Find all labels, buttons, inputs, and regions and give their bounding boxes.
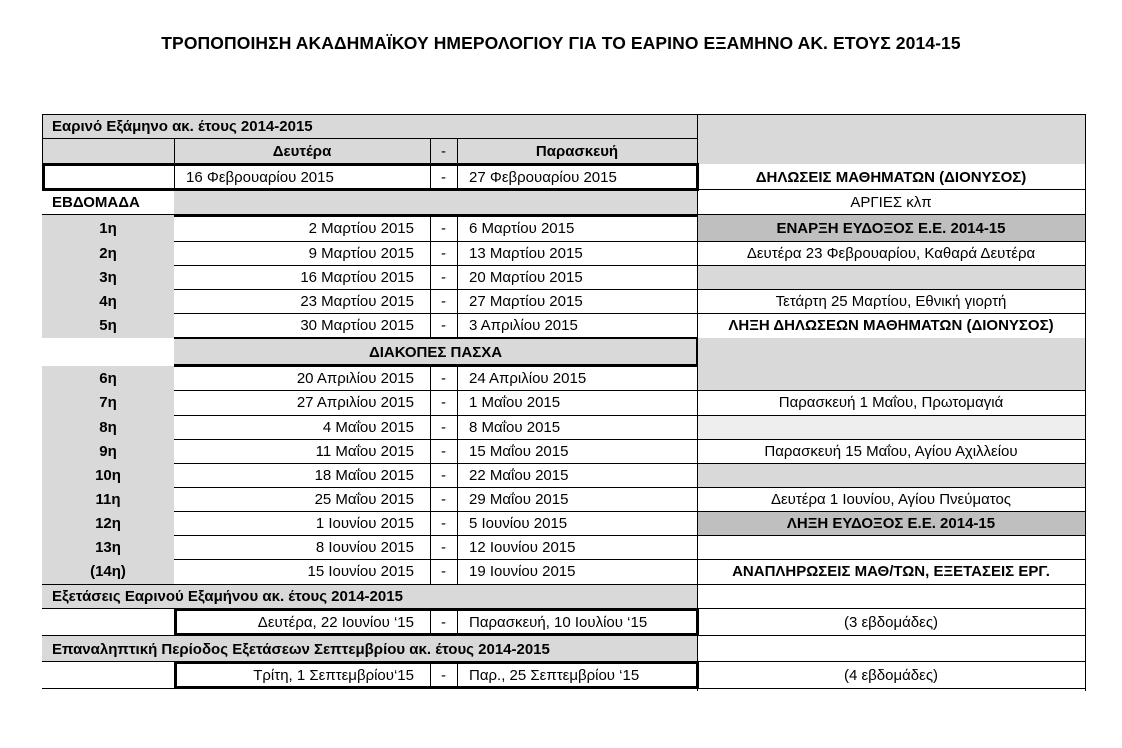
week-end: 3 Απριλίου 2015 [469, 317, 578, 334]
exams-end: Παρασκευή, 10 Ιουλίου ‘15 [469, 614, 648, 631]
week-label: 11η [42, 487, 174, 511]
col-monday: Δευτέρα [174, 138, 430, 164]
grid-line [697, 415, 1085, 416]
grid-line [174, 415, 697, 416]
grid-line [697, 559, 1085, 560]
september-blank-left [42, 662, 174, 689]
grid-line [430, 366, 431, 584]
grid-line [457, 164, 458, 190]
grid-line [174, 661, 697, 664]
easter-blank-left [42, 338, 174, 366]
week-label: 5η [42, 313, 174, 338]
grid-line [174, 364, 697, 367]
week-start: 8 Ιουνίου 2015 [315, 538, 414, 556]
week-note [697, 415, 1085, 439]
grid-line [697, 535, 1085, 536]
grid-line [42, 635, 174, 636]
week-label: 10η [42, 463, 174, 487]
week-dash: - [441, 490, 446, 508]
grid-line [457, 662, 458, 688]
grid-line [174, 661, 177, 689]
grid-line [174, 463, 697, 464]
grid-line [697, 214, 1085, 215]
week-start: 4 Μαΐου 2015 [322, 418, 414, 436]
easter-break: ΔΙΑΚΟΠΕΣ ΠΑΣΧΑ [174, 338, 697, 366]
grid-line [42, 188, 697, 191]
week-note: Παρασκευή 1 Μαΐου, Πρωτομαγιά [778, 394, 1004, 411]
week-start: 27 Απριλίου 2015 [296, 394, 414, 411]
week-note: ΕΝΑΡΞΗ ΕΥΔΟΞΟΣ Ε.Ε. 2014-15 [697, 215, 1085, 241]
week-start: 9 Μαρτίου 2015 [308, 244, 414, 262]
grid-line [1085, 661, 1086, 689]
week-note: Δευτέρα 1 Ιουνίου, Αγίου Πνεύματος [770, 490, 1012, 508]
week-note [697, 265, 1085, 289]
easter-note-blank [697, 338, 1085, 390]
exams-blank-left [42, 609, 174, 636]
week-end: 1 Μαΐου 2015 [469, 394, 561, 411]
grid-line [457, 138, 458, 164]
col-friday: Παρασκευή [457, 138, 697, 164]
right-header-blank [697, 115, 1085, 164]
week-dash: - [441, 317, 446, 334]
grid-line [697, 463, 1085, 464]
week-note: Τετάρτη 25 Μαρτίου, Εθνική γιορτή [775, 292, 1007, 310]
week-end: 27 Μαρτίου 2015 [469, 292, 583, 310]
week-label: 3η [42, 265, 174, 289]
week-header: ΕΒΔΟΜΑΔΑ [52, 194, 140, 211]
grid-line [174, 337, 697, 339]
grid-line [457, 609, 458, 635]
grid-line [430, 662, 431, 688]
grid-line [697, 661, 698, 689]
grid-line [430, 609, 431, 635]
september-right-blank [697, 636, 1085, 662]
week-note: ΛΗΞΗ ΔΗΛΩΣΕΩΝ ΜΑΘΗΜΑΤΩΝ (ΔΙΟΝΥΣΟΣ) [728, 317, 1054, 334]
grid-line [42, 163, 697, 166]
grid-line [1085, 114, 1086, 691]
week-note: ΑΝΑΠΛΗΡΩΣΕΙΣ ΜΑΘ/ΤΩΝ, ΕΞΕΤΑΣΕΙΣ ΕΡΓ. [732, 563, 1050, 580]
col-blank [42, 138, 174, 164]
week-dash: - [441, 418, 446, 436]
september-dash: - [441, 667, 446, 684]
registration-note: ΔΗΛΩΣΕΙΣ ΜΑΘΗΜΑΤΩΝ (ΔΙΟΝΥΣΟΣ) [755, 168, 1027, 186]
week-start: 15 Ιουνίου 2015 [307, 563, 414, 580]
grid-line [174, 164, 175, 190]
grid-line [174, 487, 697, 488]
week-end: 6 Μαρτίου 2015 [469, 219, 575, 237]
week-dash: - [441, 268, 446, 286]
grid-line [697, 635, 1085, 636]
week-note [697, 463, 1085, 487]
week-note: Παρασκευή 15 Μαΐου, Αγίου Αχιλλείου [764, 442, 1018, 460]
grid-line [42, 584, 1085, 585]
week-label: 6η [42, 366, 174, 390]
grid-line [174, 313, 1085, 314]
week-end: 8 Μαΐου 2015 [469, 418, 561, 436]
week-label: 7η [42, 390, 174, 415]
grid-line [696, 337, 698, 366]
holidays-header: ΑΡΓΙΕΣ κλπ [850, 194, 932, 211]
exams-header: Εξετάσεις Εαρινού Εξαμήνου ακ. έτους 2014-2015 [42, 584, 697, 609]
page-title: ΤΡΟΠΟΠΟΙΗΣΗ ΑΚΑΔΗΜΑΪΚΟΥ ΗΜΕΡΟΛΟΓΙΟΥ ΓΙΑ ΤΟ ΕΑΡΙΝΟ ΕΞΑΜΗΝΟ ΑΚ. ΕΤΟΥΣ 2014-15 [161, 33, 961, 53]
week-dash: - [441, 563, 446, 580]
week-start: 30 Μαρτίου 2015 [300, 317, 414, 334]
grid-line [174, 559, 697, 560]
exams-right-blank [697, 584, 1085, 609]
grid-line [174, 686, 697, 689]
september-end: Παρ., 25 Σεπτεμβρίου ‘15 [469, 667, 640, 684]
week-label: 13η [42, 535, 174, 559]
grid-line [42, 163, 45, 191]
grid-line [174, 511, 697, 512]
week-dash: - [441, 514, 446, 532]
grid-line [174, 439, 697, 440]
week-label: 1η [42, 215, 174, 241]
week-label: 8η [42, 415, 174, 439]
exams-dash: - [441, 614, 446, 631]
grid-line [174, 289, 1085, 290]
registration-dash: - [441, 168, 446, 186]
grid-line [174, 390, 697, 391]
grid-line [174, 633, 697, 636]
week-dash: - [441, 538, 446, 556]
week-end: 29 Μαΐου 2015 [469, 490, 569, 508]
grid-line [697, 688, 1085, 689]
week-end: 22 Μαΐου 2015 [469, 466, 569, 484]
registration-start: 16 Φεβρουαρίου 2015 [186, 168, 334, 186]
grid-line [697, 487, 1085, 488]
col-dash: - [430, 138, 457, 164]
week-end: 24 Απριλίου 2015 [469, 369, 587, 387]
week-start: 25 Μαΐου 2015 [314, 490, 414, 508]
grid-line [697, 439, 1085, 440]
week-start: 18 Μαΐου 2015 [314, 466, 414, 484]
week-label: 9η [42, 439, 174, 463]
week-start: 20 Απριλίου 2015 [296, 369, 414, 387]
week-dash: - [441, 466, 446, 484]
week-start: 11 Μαΐου 2015 [315, 442, 414, 460]
september-note: (4 εβδομάδες) [843, 667, 939, 684]
week-start: 2 Μαρτίου 2015 [308, 219, 414, 237]
week-label: 12η [42, 511, 174, 535]
grid-line [697, 511, 1085, 512]
week-dash: - [441, 219, 446, 237]
grid-line [174, 241, 1085, 242]
grid-line [42, 114, 43, 164]
grid-line [430, 164, 431, 190]
september-start: Τρίτη, 1 Σεπτεμβρίου‘15 [253, 667, 414, 684]
grid-line [174, 608, 177, 636]
grid-line [696, 608, 699, 636]
week-end: 20 Μαρτίου 2015 [469, 268, 583, 286]
week-label: 2η [42, 241, 174, 265]
grid-line [457, 366, 458, 584]
grid-line [42, 214, 174, 215]
week-label: 4η [42, 289, 174, 313]
grid-line [457, 215, 458, 338]
registration-end: 27 Φεβρουαρίου 2015 [469, 168, 617, 186]
grid-line [174, 608, 697, 611]
week-dash: - [441, 442, 446, 460]
week-note [697, 535, 1085, 559]
week-dash: - [441, 369, 446, 387]
week-dash: - [441, 292, 446, 310]
grid-line [174, 214, 697, 217]
grid-line [42, 138, 697, 139]
grid-line [697, 114, 698, 691]
grid-line [42, 688, 174, 689]
grid-line [430, 138, 431, 164]
semester-header: Εαρινό Εξάμηνο ακ. έτους 2014-2015 [42, 115, 697, 138]
week-dash: - [441, 244, 446, 262]
week-start: 23 Μαρτίου 2015 [300, 292, 414, 310]
week-end: 19 Ιουνίου 2015 [469, 563, 576, 580]
exams-note: (3 εβδομάδες) [843, 614, 939, 631]
week-dash: - [441, 394, 446, 411]
grid-line [42, 114, 1085, 115]
grid-line [697, 189, 1085, 190]
grid-line [697, 390, 1085, 391]
week-note: Δευτέρα 23 Φεβρουαρίου, Καθαρά Δευτέρα [746, 244, 1036, 262]
exams-start: Δευτέρα, 22 Ιουνίου ‘15 [257, 614, 414, 631]
week-note: ΛΗΞΗ ΕΥΔΟΞΟΣ Ε.Ε. 2014-15 [697, 511, 1085, 535]
grid-line [174, 535, 697, 536]
week-header-blank [174, 190, 697, 215]
grid-line [174, 265, 1085, 266]
september-header: Επαναληπτική Περίοδος Εξετάσεων Σεπτεμβρίου ακ. έτους 2014-2015 [42, 636, 697, 662]
week-end: 13 Μαρτίου 2015 [469, 244, 583, 262]
week-start: 16 Μαρτίου 2015 [300, 268, 414, 286]
week-end: 12 Ιουνίου 2015 [469, 538, 576, 556]
grid-line [696, 163, 699, 191]
week-end: 15 Μαΐου 2015 [469, 442, 569, 460]
week-end: 5 Ιουνίου 2015 [469, 514, 568, 532]
grid-line [430, 215, 431, 338]
grid-line [174, 138, 175, 164]
week-start: 1 Ιουνίου 2015 [315, 514, 414, 532]
week-label: (14η) [42, 559, 174, 584]
